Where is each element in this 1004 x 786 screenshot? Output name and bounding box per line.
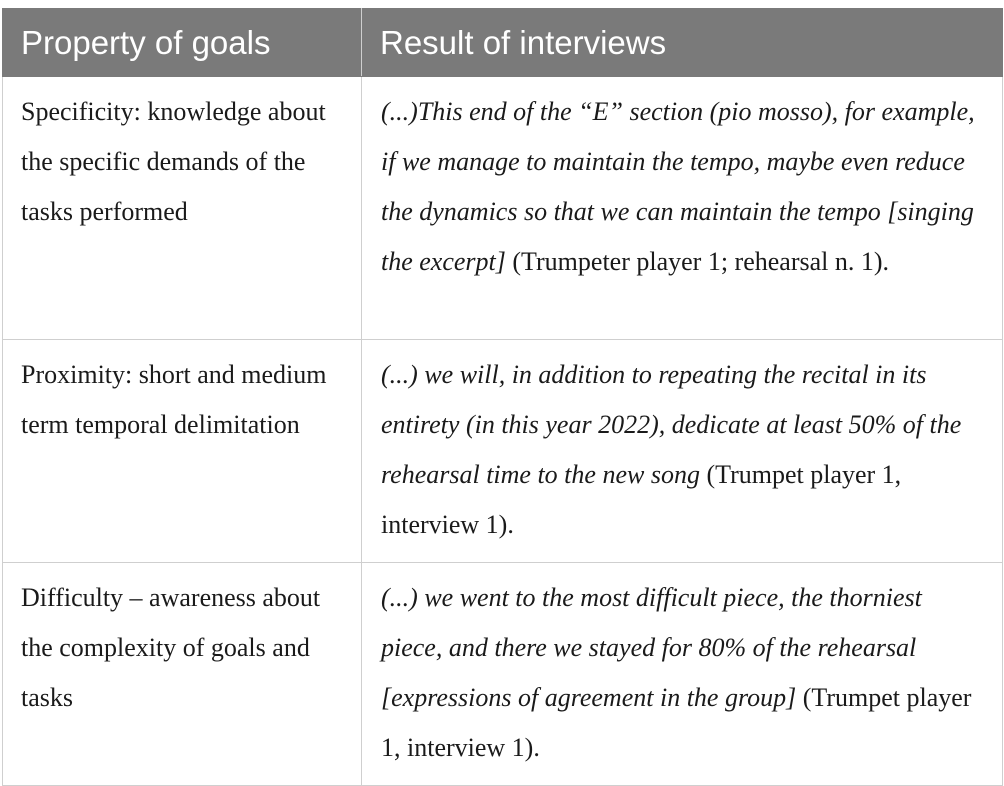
result-text [362, 340, 1002, 562]
result-cell [362, 77, 1003, 340]
header-property-label: Property of goals [21, 24, 271, 61]
result-text [362, 77, 1002, 299]
result-cell [362, 563, 1003, 786]
result-citation: (Trumpet player 1, interview 1). [381, 460, 902, 539]
result-quote: (...) we will, in addition to repeating the recital in its entirety (in this year 2022), dedicate at least 50% of the rehearsal time to the new song [381, 360, 962, 489]
result-quote: (...) we went to the most difficult piece, the thorniest piece, and there we stayed for 80% of the rehearsal [expressions of agreement in the group] [381, 583, 922, 712]
table-row [3, 340, 1003, 563]
table-row [3, 77, 1003, 340]
result-citation: (Trumpet player 1, interview 1). [381, 683, 972, 762]
property-cell [3, 563, 362, 786]
result-text [362, 563, 1002, 785]
property-cell [3, 340, 362, 563]
goals-table [2, 8, 1003, 786]
header-property [3, 9, 362, 77]
result-cell [362, 340, 1003, 563]
header-row [3, 9, 1003, 77]
property-text: Specificity: knowledge about the specific demands of the tasks performed [21, 97, 326, 226]
property-text: Proximity: short and medium term temporal delimitation [21, 360, 327, 439]
header-result [362, 9, 1003, 77]
header-result-label: Result of interviews [380, 24, 667, 61]
property-text: Difficulty – awareness about the complexity of goals and tasks [21, 583, 321, 712]
table-body [3, 77, 1003, 786]
table-row [3, 563, 1003, 786]
result-quote: (...)This end of the “E” section (pio mosso), for example, if we manage to maintain the tempo, maybe even reduce the dynamics so that we can maintain the tempo [singing the excerpt] [381, 97, 975, 276]
property-cell [3, 77, 362, 340]
table-header [3, 9, 1003, 77]
result-citation: (Trumpeter player 1; rehearsal n. 1). [505, 247, 890, 276]
